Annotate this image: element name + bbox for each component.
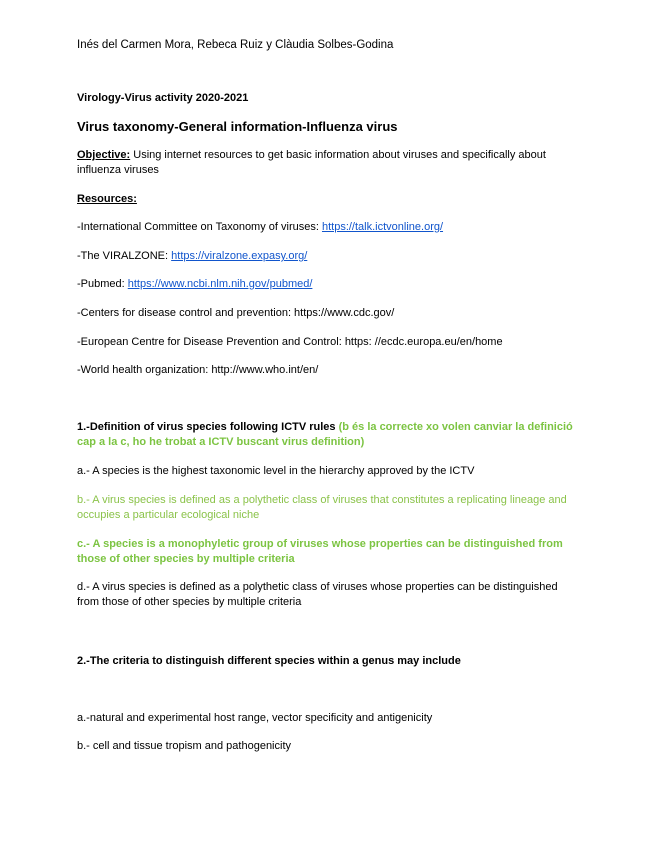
q2-option-b: b.- cell and tissue tropism and pathogenicity (77, 740, 292, 752)
viralzone-link[interactable]: https://viralzone.expasy.org/ (171, 250, 308, 262)
q1-option-a: a.- A species is the highest taxonomic level in the hierarchy approved by the ICTV (77, 465, 475, 477)
q1-note: (b és la correcte xo volen canviar la definició cap a la c, ho he trobat a ICTV buscant virus definition) (77, 421, 573, 448)
resource-item-cdc: -Centers for disease control and prevention: https://www.cdc.gov/ (77, 307, 395, 319)
objective-paragraph (77, 148, 577, 178)
q1-option-c: c.- A species is a monophyletic group of viruses whose properties can be distinguished from those of other species by multiple criteria (77, 538, 563, 565)
ictv-link[interactable]: https://talk.ictvonline.org/ (321, 221, 444, 233)
q1-title: 1.-Definition of virus species following ICTV rules (77, 421, 336, 433)
resource-item-viralzone (77, 249, 577, 264)
objective-label: Objective: (77, 149, 131, 161)
resource-item-pubmed (77, 277, 577, 292)
pubmed-link[interactable]: https://www.ncbi.nlm.nih.gov/pubmed/ (127, 278, 313, 290)
q2-option-a: a.-natural and experimental host range, vector specificity and antigenicity (77, 712, 433, 724)
q1-option-b: b.- A virus species is defined as a polythetic class of viruses that constitutes a replicating lineage and occupies a particular ecological niche (77, 494, 567, 521)
resource-item-ecdc: -European Centre for Disease Prevention and Control: https: //ecdc.europa.eu/en/home (77, 336, 503, 348)
course-heading: Virology-Virus activity 2020-2021 (77, 92, 249, 104)
objective-text: Using internet resources to get basic information about viruses and specifically about influenza viruses (77, 149, 546, 176)
resources-label: Resources: (77, 193, 137, 205)
resource-prefix: -Pubmed: (77, 278, 128, 290)
authors-line: Inés del Carmen Mora, Rebeca Ruiz y Clàudia Solbes-Godina (77, 39, 394, 51)
resource-item-ictv (77, 220, 577, 235)
resource-item-who: -World health organization: http://www.who.int/en/ (77, 364, 319, 376)
q2-title: 2.-The criteria to distinguish different species within a genus may include (77, 655, 461, 667)
page-title: Virus taxonomy-General information-Influenza virus (77, 119, 398, 134)
resource-prefix: -International Committee on Taxonomy of viruses: (77, 221, 322, 233)
q1-option-d: d.- A virus species is defined as a polythetic class of viruses whose properties can be distinguished from those of other species by multiple criteria (77, 581, 558, 608)
q1-heading (77, 420, 582, 450)
resource-prefix: -The VIRALZONE: (77, 250, 172, 262)
